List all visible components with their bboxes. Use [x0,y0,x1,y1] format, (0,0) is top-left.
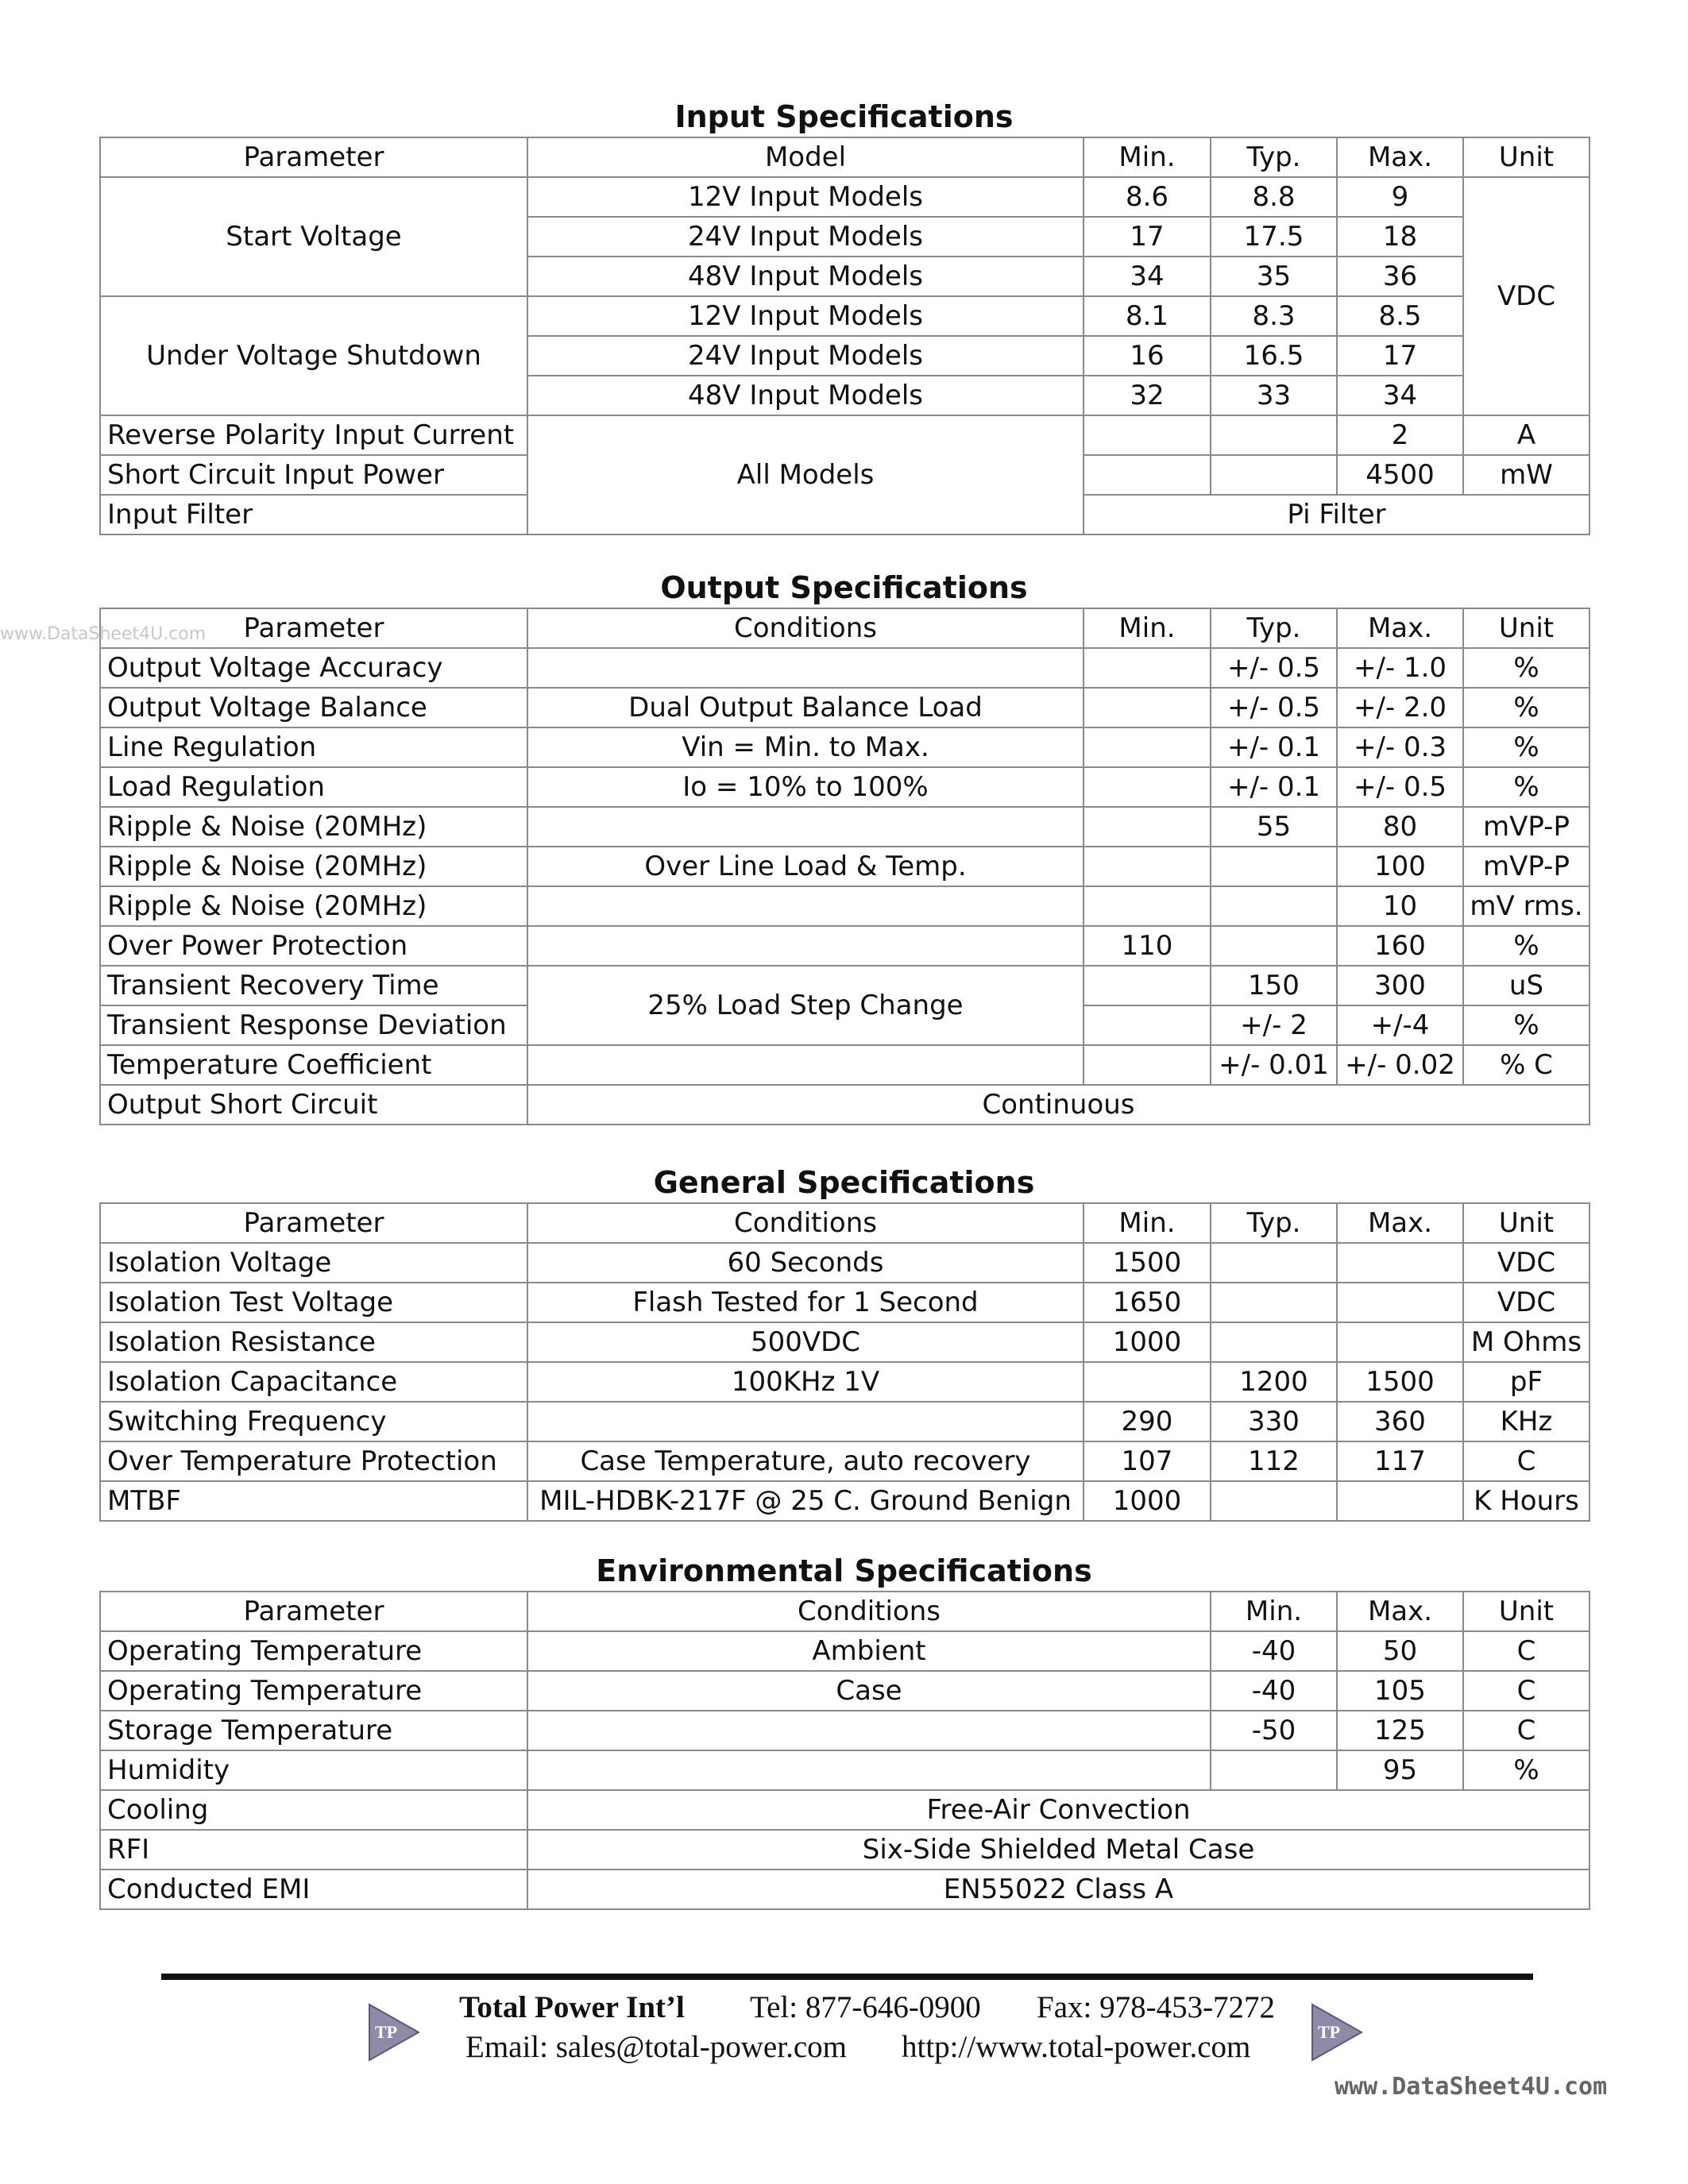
tp-logo-left-text: TP [375,2022,398,2042]
footer-rule [161,1974,1533,1980]
table-row: Storage Temperature -50 125 C [100,1711,1590,1750]
all-models-cell: All Models [527,415,1083,534]
table-row: MTBF MIL-HDBK-217F @ 25 C. Ground Benign 1000 K Hours [100,1481,1590,1521]
output-specs-title: Output Specifications [660,570,1028,605]
watermark-left: www.DataSheet4U.com [0,624,207,644]
environmental-specs-title: Environmental Specifications [596,1553,1092,1588]
table-row: Operating Temperature Ambient -40 50 C [100,1631,1590,1671]
table-row: Humidity 95 % [100,1750,1590,1790]
voltage-unit: VDC [1463,177,1590,415]
table-row: Isolation Resistance 500VDC 1000 M Ohms [100,1322,1590,1362]
table-row: Reverse Polarity Input Current All Models 2 A [100,415,1590,455]
table-row: Output Voltage Balance Dual Output Balance Load +/- 0.5 +/- 2.0 % [100,688,1590,727]
table-header-row: Parameter Conditions Min. Typ. Max. Unit [100,1203,1590,1243]
table-row: Start Voltage 12V Input Models 8.6 8.8 9 VDC [100,177,1590,217]
table-row: Conducted EMI EN55022 Class A [100,1870,1590,1909]
table-row: Temperature Coefficient +/- 0.01 +/- 0.02 % C [100,1045,1590,1085]
table-row: Input Filter Pi Filter [100,495,1590,534]
table-row: Output Short Circuit Continuous [100,1085,1590,1125]
transient-conditions: 25% Load Step Change [527,966,1083,1045]
table-header-row: Parameter Conditions Min. Max. Unit [100,1592,1590,1631]
table-row: 24V Input Models 17 17.5 18 [100,217,1590,257]
phone-number: Tel: 877-646-0900 [750,1990,981,2024]
fax-number: Fax: 978-453-7272 [1037,1990,1276,2024]
watermark-right: www.DataSheet4U.com [1335,2073,1608,2101]
table-row: Isolation Test Voltage Flash Tested for 1 Second 1650 VDC [100,1283,1590,1322]
input-specs-title: Input Specifications [674,99,1014,134]
environmental-specs-table [99,1591,1590,1910]
website-link[interactable]: http://www.total-power.com [902,2030,1251,2064]
table-row: Line Regulation Vin = Min. to Max. +/- 0.1 +/- 0.3 % [100,727,1590,767]
general-specs-table [99,1202,1590,1522]
table-row: Short Circuit Input Power 4500 mW [100,455,1590,495]
start-voltage-label: Start Voltage [100,177,527,296]
table-row: RFI Six-Side Shielded Metal Case [100,1830,1590,1870]
table-row: Switching Frequency 290 330 360 KHz [100,1402,1590,1441]
company-name: Total Power Int’l [459,1990,685,2024]
table-row: Cooling Free-Air Convection [100,1790,1590,1830]
table-row: Isolation Capacitance 100KHz 1V 1200 1500 pF [100,1362,1590,1402]
email-link[interactable]: Email: sales@total-power.com [465,2030,847,2064]
under-voltage-label: Under Voltage Shutdown [100,296,527,415]
table-row: Transient Response Deviation +/- 2 +/-4 % [100,1005,1590,1045]
table-header-row: Parameter Model Min. Typ. Max. Unit [100,137,1590,177]
table-row: 24V Input Models 16 16.5 17 [100,336,1590,376]
table-row: Load Regulation Io = 10% to 100% +/- 0.1 +/- 0.5 % [100,767,1590,807]
input-specs-table [99,137,1590,535]
table-row: Ripple & Noise (20MHz) 10 mV rms. [100,886,1590,926]
table-row: Over Power Protection 110 160 % [100,926,1590,966]
table-row: Under Voltage Shutdown 12V Input Models 8.1 8.3 8.5 [100,296,1590,336]
table-row: Isolation Voltage 60 Seconds 1500 VDC [100,1243,1590,1283]
table-row: 48V Input Models 34 35 36 [100,257,1590,296]
tp-logo-right-icon [1311,2003,1363,2062]
table-row: Ripple & Noise (20MHz) 55 80 mVP-P [100,807,1590,847]
table-row: Transient Recovery Time 25% Load Step Change 150 300 uS [100,966,1590,1005]
table-row: Output Voltage Accuracy +/- 0.5 +/- 1.0 % [100,648,1590,688]
tp-logo-left-icon [368,2003,420,2062]
tp-logo-right-text: TP [1318,2022,1341,2042]
table-row: 48V Input Models 32 33 34 [100,376,1590,415]
table-header-row: Parameter Conditions Min. Typ. Max. Unit [100,608,1590,648]
general-specs-title: General Specifications [653,1165,1035,1200]
output-specs-table [99,608,1590,1125]
table-row: Operating Temperature Case -40 105 C [100,1671,1590,1711]
table-row: Ripple & Noise (20MHz) Over Line Load & Temp. 100 mVP-P [100,847,1590,886]
table-row: Over Temperature Protection Case Temperature, auto recovery 107 112 117 C [100,1441,1590,1481]
